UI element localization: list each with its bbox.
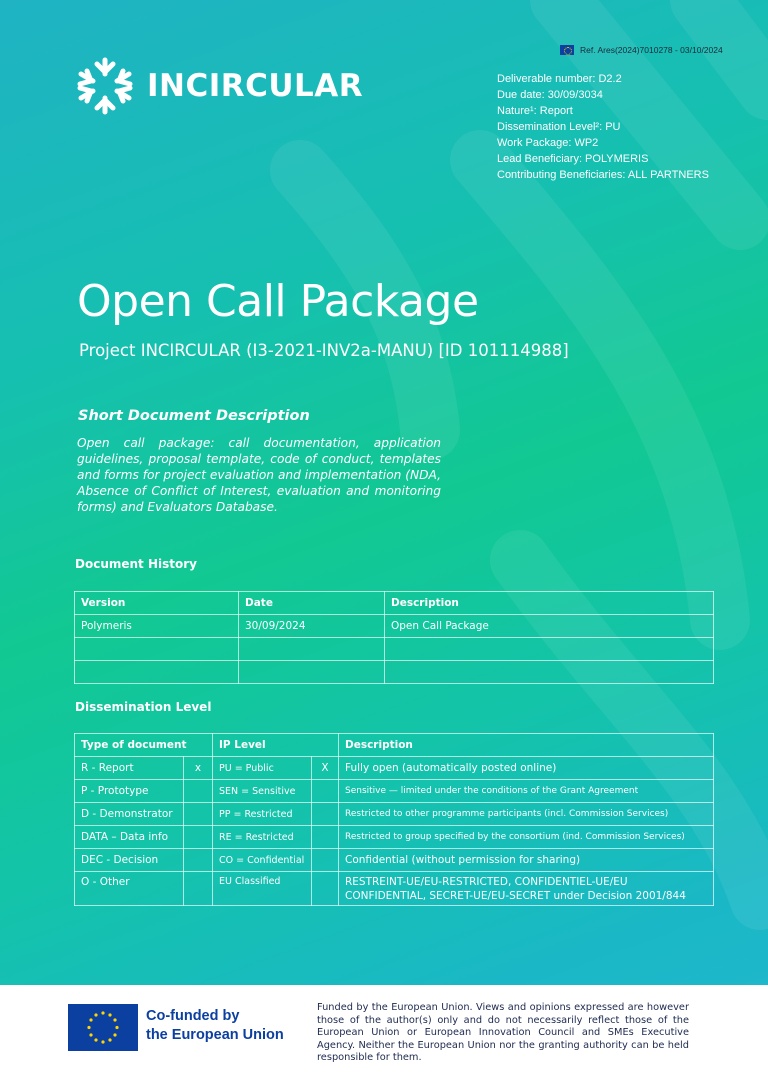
cell-mark bbox=[312, 826, 339, 849]
nature: Nature¹: Report bbox=[497, 105, 573, 117]
document-title: Open Call Package bbox=[77, 276, 479, 327]
table-header-row bbox=[75, 592, 714, 615]
work-package: Work Package: WP2 bbox=[497, 137, 599, 149]
dissemination-level: Dissemination Level²: PU bbox=[497, 121, 621, 133]
table-row bbox=[75, 615, 714, 638]
table-row bbox=[75, 638, 714, 661]
cell-ip-level: PU = Public bbox=[213, 757, 312, 780]
cell-type: P - Prototype bbox=[75, 780, 184, 803]
cofunded-line2: the European Union bbox=[146, 1027, 284, 1043]
document-subtitle: Project INCIRCULAR (I3-2021-INV2a-MANU) [ID 101114988] bbox=[79, 341, 569, 360]
incircular-logo-icon bbox=[73, 54, 137, 118]
cell-ip-level: EU Classified bbox=[213, 872, 312, 906]
footer bbox=[0, 985, 768, 1086]
cell-mark bbox=[184, 826, 213, 849]
header-ip-level: IP Level bbox=[213, 734, 339, 757]
eu-disclaimer: Funded by the European Union. Views and opinions expressed are however those of the author(s) only and do not necessarily reflect those of the European Union or European Innovation Council and SMEs Executive Agency. Neither the European Union nor the granting authority can be held responsible for them. bbox=[317, 1002, 689, 1064]
eu-flag-mini-icon bbox=[560, 45, 574, 55]
header-type: Type of document bbox=[75, 734, 213, 757]
cell-mark bbox=[184, 803, 213, 826]
lead-beneficiary: Lead Beneficiary: POLYMERIS bbox=[497, 153, 649, 165]
cell-mark: x bbox=[184, 757, 213, 780]
table-row bbox=[75, 780, 714, 803]
cell-date: 30/09/2024 bbox=[239, 615, 385, 638]
document-history-table bbox=[74, 591, 714, 684]
header-description: Description bbox=[385, 592, 714, 615]
cell-ip-level: CO = Confidential bbox=[213, 849, 312, 872]
deliverable-number: Deliverable number: D2.2 bbox=[497, 73, 622, 85]
cell-description: Fully open (automatically posted online) bbox=[339, 757, 714, 780]
reference-text: Ref. Ares(2024)7010278 - 03/10/2024 bbox=[580, 45, 723, 55]
cell-mark: X bbox=[312, 757, 339, 780]
cell-type: D - Demonstrator bbox=[75, 803, 184, 826]
cell-type: R - Report bbox=[75, 757, 184, 780]
table-row bbox=[75, 803, 714, 826]
cell-mark bbox=[312, 803, 339, 826]
logo bbox=[73, 54, 363, 118]
cell-description bbox=[385, 661, 714, 684]
table-row bbox=[75, 826, 714, 849]
due-date: Due date: 30/09/3034 bbox=[497, 89, 603, 101]
cell-description: Restricted to group specified by the consortium (ind. Commission Services) bbox=[339, 826, 714, 849]
contributing-beneficiaries: Contributing Beneficiaries: ALL PARTNERS bbox=[497, 169, 709, 181]
cell-type: DATA – Data info bbox=[75, 826, 184, 849]
cofunded-line1: Co-funded by bbox=[146, 1008, 240, 1024]
cell-mark bbox=[312, 849, 339, 872]
dissemination-level-heading: Dissemination Level bbox=[75, 700, 212, 714]
cell-type: O - Other bbox=[75, 872, 184, 906]
cell-description: Open Call Package bbox=[385, 615, 714, 638]
short-description-text: Open call package: call documentation, application guidelines, proposal template, code of conduct, templates and forms for project evaluation and implementation (NDA, Absence of Conflict of Interest, evaluation and monitoring forms) and Evaluators Database. bbox=[77, 436, 441, 514]
header-description: Description bbox=[339, 734, 714, 757]
eu-flag-icon bbox=[68, 1004, 138, 1051]
cell-version bbox=[75, 661, 239, 684]
cell-mark bbox=[312, 872, 339, 906]
cell-type: DEC - Decision bbox=[75, 849, 184, 872]
table-row bbox=[75, 661, 714, 684]
short-description-heading: Short Document Description bbox=[78, 408, 310, 424]
cell-date bbox=[239, 638, 385, 661]
cell-mark bbox=[312, 780, 339, 803]
cell-version bbox=[75, 638, 239, 661]
logo-text: INCIRCULAR bbox=[147, 68, 364, 104]
document-history-heading: Document History bbox=[75, 557, 197, 571]
cell-mark bbox=[184, 780, 213, 803]
cell-mark bbox=[184, 872, 213, 906]
cell-description: Restricted to other programme participants (incl. Commission Services) bbox=[339, 803, 714, 826]
cell-date bbox=[239, 661, 385, 684]
cell-ip-level: SEN = Sensitive bbox=[213, 780, 312, 803]
table-header-row bbox=[75, 734, 714, 757]
cofunded-label bbox=[146, 1007, 284, 1045]
cell-ip-level: PP = Restricted bbox=[213, 803, 312, 826]
cell-description bbox=[385, 638, 714, 661]
dissemination-table bbox=[74, 733, 714, 906]
table-row bbox=[75, 872, 714, 906]
cell-description: RESTREINT-UE/EU-RESTRICTED, CONFIDENTIEL-UE/EU CONFIDENTIAL, SECRET-UE/EU-SECRET under Decision 2001/844 bbox=[339, 872, 714, 906]
cell-ip-level: RE = Restricted bbox=[213, 826, 312, 849]
table-row bbox=[75, 849, 714, 872]
cell-version: Polymeris bbox=[75, 615, 239, 638]
cell-description: Confidential (without permission for sharing) bbox=[339, 849, 714, 872]
reference-line bbox=[560, 45, 723, 55]
header-version: Version bbox=[75, 592, 239, 615]
header-date: Date bbox=[239, 592, 385, 615]
cell-description: Sensitive — limited under the conditions of the Grant Agreement bbox=[339, 780, 714, 803]
cell-mark bbox=[184, 849, 213, 872]
deliverable-meta bbox=[497, 71, 709, 183]
table-row bbox=[75, 757, 714, 780]
eu-stars-icon bbox=[68, 1004, 138, 1051]
